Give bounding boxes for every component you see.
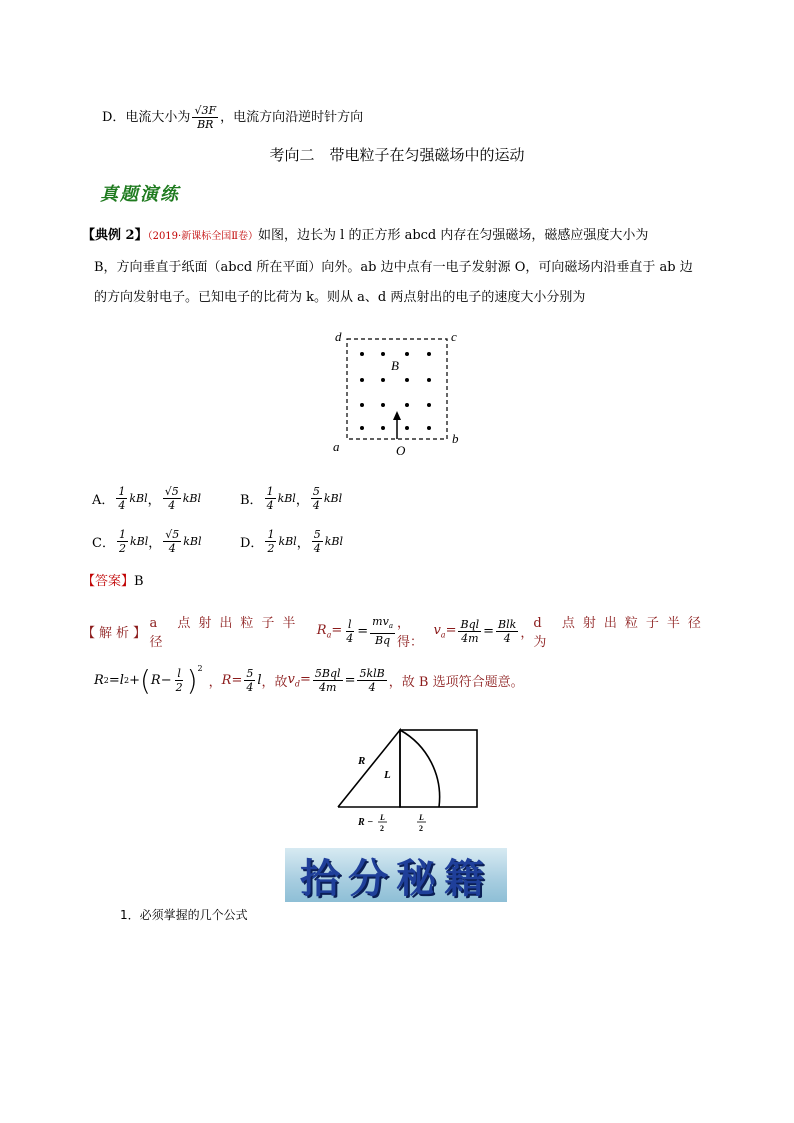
svg-text:L: L [380, 813, 385, 822]
example-line-1 [82, 226, 648, 247]
example-line-3: 的方向发射电子。已知电子的比荷为 k。则从 a、d 两点射出的电子的速度大小分别为 [94, 290, 586, 305]
svg-text:L: L [419, 813, 424, 822]
option-d-label: D．电流大小为 [102, 110, 191, 125]
option-A: A． $\frac{1}{4}$ kBl ， $\frac{√5}{4}$ kBl [92, 485, 201, 512]
analysis-p6: ，故 [261, 675, 288, 690]
option-D-frac-1: $\frac{1}{2}$ [267, 528, 275, 555]
item-1: 1．必须掌握的几个公式 [120, 908, 248, 922]
option-D-frac-2: $\frac{5}{4}$ [313, 528, 321, 555]
svg-text:2: 2 [419, 824, 423, 833]
answer-value: B [134, 574, 144, 589]
option-d-suffix: ，电流方向沿逆时针方向 [220, 110, 364, 125]
example-source: （2019·新课标全国Ⅱ卷） [147, 231, 259, 242]
option-C-frac-1: $\frac{1}{2}$ [118, 528, 126, 555]
label-B: B [391, 358, 399, 373]
analysis-p4: d 点射出粒子半径为 [533, 616, 709, 650]
analysis-p1: a 点射出粒子半径 [149, 616, 304, 650]
label-c: c [451, 329, 457, 344]
option-B-label: B． [240, 493, 263, 508]
option-D: D． $\frac{1}{2}$ kBl ， $\frac{5}{4}$ kBl [240, 528, 344, 555]
option-B-frac-1: $\frac{1}{4}$ [266, 485, 274, 512]
label-d: d [335, 329, 342, 344]
banner-zhenti: 真题演练 [100, 184, 180, 205]
analysis-line-1: 【解析】 a 点射出粒子半径 $R_a=$ $\frac{l}{4}$ = $\frac{mv_a}{Bq}$ ，得： $v_a=$ $\frac{\text{Bql}}{4m}$ = $\frac{\text{Blk}}{4}$ ， d 点射出粒子半径为 [82, 612, 722, 650]
analysis-p7: ，故 B 选项符合题意。 [388, 675, 524, 690]
option-B-frac-2: $\frac{5}{4}$ [312, 485, 320, 512]
analysis-p3: ， [520, 625, 534, 641]
example-line-2: B，方向垂直于纸面（abcd 所在平面）向外。ab 边中点有一电子发射源 O，可向磁场内沿垂直于 ab 边 [94, 260, 693, 275]
label-a: a [333, 439, 340, 454]
option-C: C． $\frac{1}{2}$ kBl ， $\frac{√5}{4}$ kBl [92, 528, 202, 555]
analysis-line-2: R 2 = l 2 + ( R − $\frac{l}{2}$ ) $^2$ ， R= $\frac{5}{4}$ l ，故 $v_d=$ $\frac{\text{5Bql}}{4m}$ = $\frac{\text{5klB}}{4}$ ，故 B 选项符合题意。 [94, 664, 524, 697]
banner-secret [285, 848, 507, 902]
geo-label-L: L [384, 769, 391, 781]
label-O: O [396, 443, 406, 458]
figure-geometry [330, 722, 485, 837]
option-A-label: A． [92, 493, 115, 508]
section-title: 考向二 带电粒子在匀强磁场中的运动 [269, 146, 525, 164]
option-D-label: D． [240, 536, 264, 551]
option-B: B． $\frac{1}{4}$ kBl ， $\frac{5}{4}$ kBl [240, 485, 343, 512]
answer-line [82, 570, 144, 589]
option-d-fraction: $\frac{√3F}{BR}$ [194, 104, 217, 131]
example-text-1: 如图，边长为 l 的正方形 abcd 内存在匀强磁场，磁感应强度大小为 [258, 228, 649, 243]
option-C-label: C． [92, 536, 115, 551]
previous-option-d [102, 104, 363, 131]
answer-tag: 【答案】 [82, 574, 135, 589]
analysis-tag: 【解析】 [82, 625, 151, 641]
label-b: b [452, 431, 459, 446]
geo-label-R: R [358, 755, 366, 767]
geo-label-R-minus: R − [358, 817, 374, 828]
example-tag: 【典例 2】 [82, 228, 148, 243]
option-A-frac-1: $\frac{1}{4}$ [118, 485, 126, 512]
option-A-frac-2: $\frac{√5}{4}$ [164, 485, 179, 512]
banner-secret-text: 拾分秘籍 [300, 855, 492, 902]
analysis-p2: ，得： [397, 616, 424, 650]
svg-text:2: 2 [380, 824, 384, 833]
figure-square-field [325, 325, 470, 460]
analysis-p5: ， [208, 675, 222, 690]
option-C-frac-2: $\frac{√5}{4}$ [165, 528, 180, 555]
